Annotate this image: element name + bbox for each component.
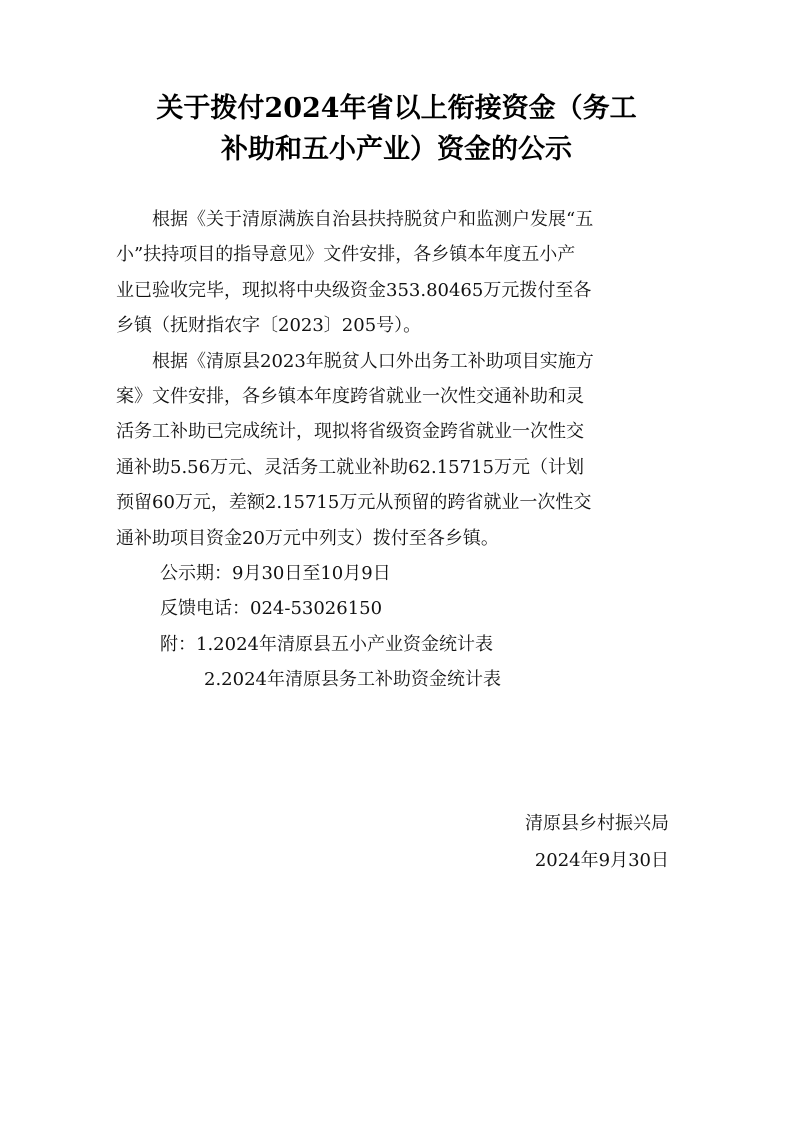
attachment-2: 2.2024年清原县务工补助资金统计表 bbox=[204, 669, 501, 691]
paragraph-1-line: 根据《关于清原满族自治县扶持脱贫户和监测户发展“五 bbox=[152, 209, 594, 230]
title-line-2: 补助和五小产业）资金的公示 bbox=[221, 134, 572, 165]
paragraph-2-line: 案》文件安排，各乡镇本年度跨省就业一次性交通补助和灵 bbox=[116, 386, 584, 408]
paragraph-2-line: 通补助5.56万元、灵活务工就业补助62.15715万元（计划 bbox=[116, 456, 584, 478]
document-title bbox=[120, 88, 673, 170]
feedback-phone: 反馈电话：024-53026150 bbox=[160, 598, 383, 620]
publicity-period: 公示期：9月30日至10月9日 bbox=[160, 563, 391, 585]
title-line-1: 关于拨付2024年省以上衔接资金（务工 bbox=[156, 93, 637, 124]
attachment-1: 附：1.2024年清原县五小产业资金统计表 bbox=[160, 633, 493, 655]
paragraph-2-line: 活务工补助已完成统计，现拟将省级资金跨省就业一次性交 bbox=[116, 421, 584, 443]
paragraph-2-line: 通补助项目资金20万元中列支）拨付至各乡镇。 bbox=[116, 527, 499, 549]
paragraph-2-line: 根据《清原县2023年脱贫人口外出务工补助项目实施方 bbox=[152, 350, 594, 372]
signature-date: 2024年9月30日 bbox=[534, 850, 669, 871]
paragraph-2-line: 预留60万元，差额2.15715万元从预留的跨省就业一次性交 bbox=[116, 492, 592, 514]
signature-block bbox=[525, 805, 669, 879]
paragraph-2 bbox=[116, 344, 686, 556]
signature-org: 清原县乡村振兴局 bbox=[525, 813, 669, 834]
paragraph-1-line: 乡镇（抚财指农字〔2023〕205号）。 bbox=[116, 315, 422, 337]
paragraph-1-line: 小”扶持项目的指导意见》文件安排，各乡镇本年度五小产 bbox=[116, 244, 576, 266]
document-body bbox=[116, 202, 686, 698]
paragraph-1-line: 业已验收完毕，现拟将中央级资金353.80465万元拨付至各 bbox=[116, 279, 592, 301]
paragraph-1 bbox=[116, 202, 686, 344]
